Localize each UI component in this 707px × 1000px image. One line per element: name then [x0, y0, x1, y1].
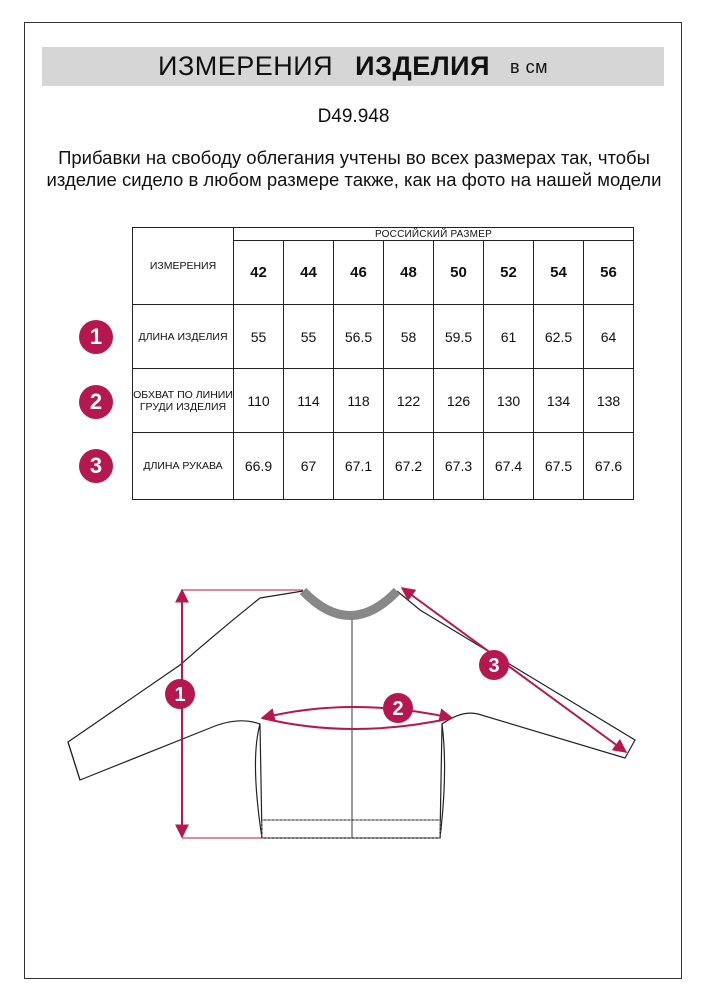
table-cell: 134 [534, 369, 584, 433]
marker-3-label: 3 [488, 655, 500, 677]
table-cell: 67.6 [584, 433, 634, 500]
table-cell: 64 [584, 305, 634, 369]
table-row [133, 305, 634, 369]
size-header: 46 [334, 241, 384, 305]
table-cell: 122 [384, 369, 434, 433]
title-bar [42, 47, 664, 86]
sleeve-arrow [402, 588, 626, 752]
title-unit: в см [510, 57, 548, 77]
table-cell: 130 [484, 369, 534, 433]
title-measurements: ИЗМЕРЕНИЯ [158, 51, 334, 81]
row-label: ОБХВАТ ПО ЛИНИИ ГРУДИ ИЗДЕЛИЯ [133, 369, 234, 433]
marker-2-label: 2 [392, 698, 404, 720]
table-cell: 62.5 [534, 305, 584, 369]
fit-note: Прибавки на свободу облегания учтены во всех размерах так, чтобы изделие сидело в любом размере также, как на фото на нашей модели [46, 147, 662, 190]
row-number-badge: 2 [79, 385, 113, 419]
row-number-badge: 1 [79, 320, 113, 354]
product-code: D49.948 [317, 106, 390, 127]
table-cell: 59.5 [434, 305, 484, 369]
table-cell: 66.9 [234, 433, 284, 500]
table-cell: 67.5 [534, 433, 584, 500]
table-cell: 114 [284, 369, 334, 433]
table-cell: 126 [434, 369, 484, 433]
size-header: 54 [534, 241, 584, 305]
table-cell: 118 [334, 369, 384, 433]
marker-1-label: 1 [174, 684, 186, 706]
table-cell: 55 [284, 305, 334, 369]
size-header: 52 [484, 241, 534, 305]
table-cell: 67 [284, 433, 334, 500]
row-label: ДЛИНА РУКАВА [133, 433, 234, 500]
table-cell: 67.1 [334, 433, 384, 500]
collar-rib [303, 591, 397, 616]
garment-outline [68, 591, 635, 838]
table-cell: 110 [234, 369, 284, 433]
table-cell: 67.2 [384, 433, 434, 500]
size-header: 56 [584, 241, 634, 305]
table-cell: 55 [234, 305, 284, 369]
size-header: 48 [384, 241, 434, 305]
size-table [132, 227, 634, 500]
size-header: 44 [284, 241, 334, 305]
hem-rib [262, 820, 440, 838]
chest-arrow-top [262, 707, 452, 718]
title-garment: ИЗДЕЛИЯ [355, 51, 490, 81]
table-row [133, 369, 634, 433]
size-header: 50 [434, 241, 484, 305]
measure-header: ИЗМЕРЕНИЯ [133, 228, 234, 305]
table-cell: 67.3 [434, 433, 484, 500]
garment-diagram [0, 560, 707, 860]
table-cell: 67.4 [484, 433, 534, 500]
table-row [133, 433, 634, 500]
table-cell: 56.5 [334, 305, 384, 369]
table-cell: 61 [484, 305, 534, 369]
size-header: 42 [234, 241, 284, 305]
table-cell: 58 [384, 305, 434, 369]
chest-arrow-bottom [262, 718, 452, 729]
size-group-header: РОССИЙСКИЙ РАЗМЕР [234, 228, 634, 241]
row-number-badge: 3 [79, 449, 113, 483]
table-cell: 138 [584, 369, 634, 433]
row-label: ДЛИНА ИЗДЕЛИЯ [133, 305, 234, 369]
